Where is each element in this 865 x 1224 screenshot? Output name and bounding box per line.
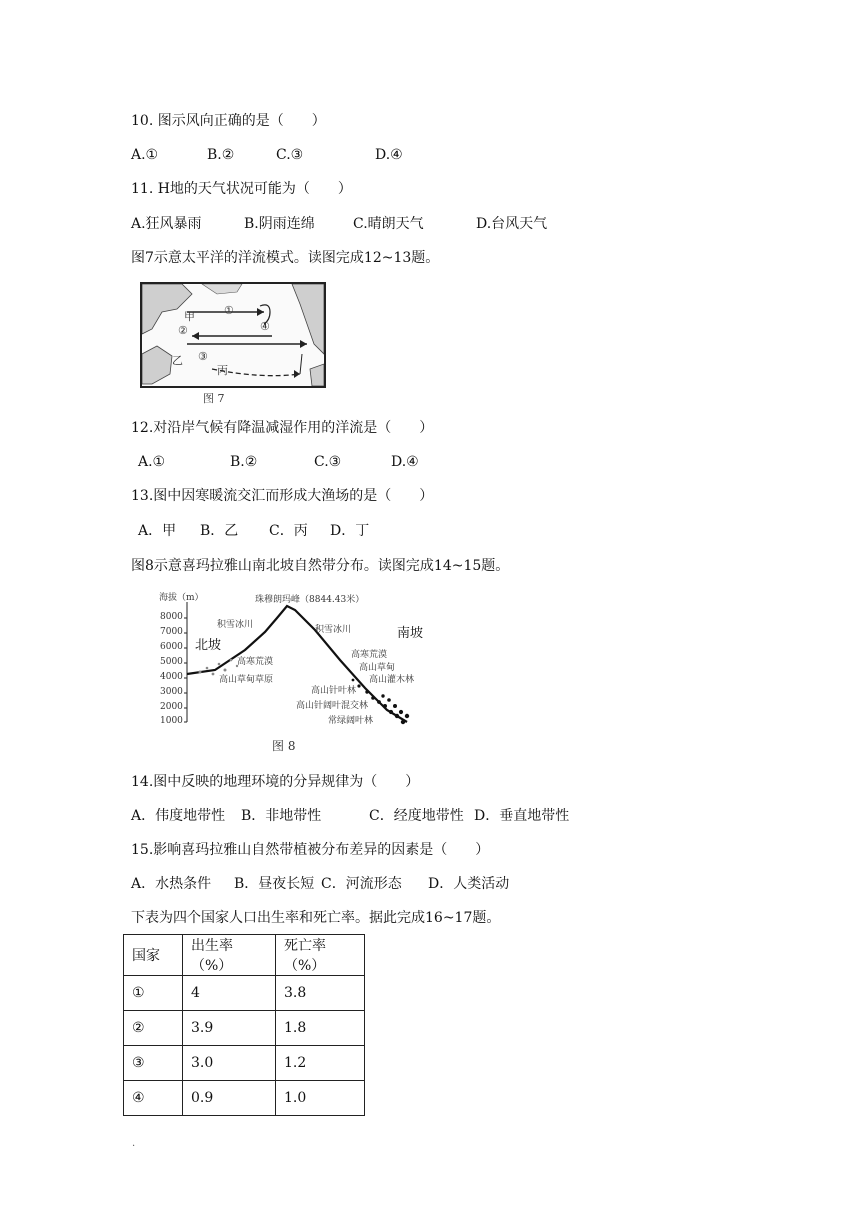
q12-option-c: C.③ [314, 454, 342, 470]
map-label-bing: 丙 [217, 364, 228, 377]
north-zone-1: 积雪冰川 [217, 620, 254, 630]
map-label-4: ④ [260, 320, 270, 333]
table-row [124, 1046, 365, 1081]
south-zone-1: 积雪冰川 [315, 625, 352, 635]
cell-death-rate: 1.0 [276, 1081, 365, 1116]
map-label-3: ③ [198, 350, 208, 363]
header-country: 国家 [124, 935, 183, 976]
cell-country: ③ [124, 1046, 183, 1081]
q13-option-b: B．乙 [200, 523, 239, 539]
fig7-caption: 图 7 [203, 392, 225, 405]
cell-death-rate: 1.8 [276, 1011, 365, 1046]
header-birth-rate: 出生率（%） [183, 935, 276, 976]
y-tick-6000: 6000 [160, 642, 183, 652]
intro-12-13: 图7示意太平洋的洋流模式。读图完成12~13题。 [131, 250, 440, 266]
y-tick-3000: 3000 [160, 687, 183, 697]
table-header-row [124, 935, 365, 976]
q12-option-a: A.① [138, 454, 166, 470]
q11-option-d: D.台风天气 [476, 216, 548, 232]
q13-option-d: D．丁 [330, 523, 370, 539]
y-tick-4000: 4000 [160, 672, 183, 682]
q10-option-b: B.② [207, 147, 235, 163]
table-row [124, 1011, 365, 1046]
q15-option-a: A．水热条件 [131, 876, 212, 892]
q13-stem: 13.图中因寒暖流交汇而形成大渔场的是（ ） [131, 488, 434, 504]
south-zone-4: 高山灌木林 [369, 675, 415, 685]
cell-birth-rate: 4 [183, 976, 276, 1011]
cell-birth-rate: 3.9 [183, 1011, 276, 1046]
map-label-jia: 甲 [184, 310, 195, 323]
q14-option-c: C．经度地带性 [369, 808, 464, 824]
y-tick-5000: 5000 [160, 657, 183, 667]
y-tick-1000: 1000 [160, 716, 183, 726]
south-slope-label: 南坡 [397, 626, 424, 641]
fig8-caption: 图 8 [272, 739, 296, 753]
cell-death-rate: 1.2 [276, 1046, 365, 1081]
south-zone-2: 高寒荒漠 [351, 650, 388, 660]
q14-option-d: D．垂直地带性 [474, 808, 570, 824]
y-tick-2000: 2000 [160, 702, 183, 712]
pacific-current-map [140, 282, 326, 388]
south-zone-7: 常绿阔叶林 [328, 716, 374, 726]
cell-country: ② [124, 1011, 183, 1046]
map-label-2: ② [178, 324, 188, 337]
q15-stem: 15.影响喜玛拉雅山自然带植被分布差异的因素是（ ） [131, 842, 490, 858]
himalaya-profile-figure [155, 588, 425, 736]
q13-option-c: C．丙 [269, 523, 308, 539]
north-zone-2: 高寒荒漠 [237, 657, 274, 667]
north-zone-3: 高山草甸草原 [219, 675, 274, 685]
south-zone-6: 高山针阔叶混交林 [296, 701, 369, 711]
y-tick-8000: 8000 [160, 612, 183, 622]
q10-option-a: A.① [131, 147, 159, 163]
population-rate-table [123, 934, 365, 1116]
cell-birth-rate: 3.0 [183, 1046, 276, 1081]
q12-stem: 12.对沿岸气候有降温减湿作用的洋流是（ ） [131, 420, 434, 436]
q12-option-b: B.② [230, 454, 258, 470]
north-slope-label: 北坡 [195, 638, 222, 653]
intro-14-15: 图8示意喜玛拉雅山南北坡自然带分布。读图完成14~15题。 [131, 558, 510, 574]
footer-dot: . [132, 1138, 136, 1149]
cell-death-rate: 3.8 [276, 976, 365, 1011]
q14-stem: 14.图中反映的地理环境的分异规律为（ ） [131, 774, 420, 790]
q15-option-d: D．人类活动 [428, 876, 510, 892]
q10-stem: 10. 图示风向正确的是（ ） [131, 113, 326, 129]
south-zone-3: 高山草甸 [359, 663, 396, 673]
q11-option-b: B.阴雨连绵 [244, 216, 315, 232]
pacific-map-svg [142, 284, 324, 386]
q13-option-a: A．甲 [138, 523, 177, 539]
q14-option-a: A．伟度地带性 [131, 808, 226, 824]
map-label-yi: 乙 [172, 354, 183, 367]
q11-option-a: A.狂风暴雨 [131, 216, 202, 232]
q11-option-c: C.晴朗天气 [353, 216, 424, 232]
q15-option-b: B．昼夜长短 [234, 876, 315, 892]
cell-country: ④ [124, 1081, 183, 1116]
peak-label: 珠穆朗玛峰（8844.43米） [255, 595, 365, 605]
q10-option-d: D.④ [375, 147, 403, 163]
q15-option-c: C．河流形态 [321, 876, 402, 892]
q12-option-d: D.④ [391, 454, 419, 470]
intro-16-17: 下表为四个国家人口出生率和死亡率。据此完成16~17题。 [131, 910, 501, 926]
map-label-1: ① [224, 304, 234, 317]
header-death-rate: 死亡率（%） [276, 935, 365, 976]
cell-birth-rate: 0.9 [183, 1081, 276, 1116]
south-zone-5: 高山针叶林 [311, 686, 357, 696]
table-row [124, 1081, 365, 1116]
table-row [124, 976, 365, 1011]
cell-country: ① [124, 976, 183, 1011]
q11-stem: 11. H地的天气状况可能为（ ） [131, 181, 352, 197]
q10-option-c: C.③ [276, 147, 304, 163]
y-tick-7000: 7000 [160, 627, 183, 637]
y-axis-label: 海拔（m） [159, 593, 204, 603]
q14-option-b: B．非地带性 [241, 808, 322, 824]
